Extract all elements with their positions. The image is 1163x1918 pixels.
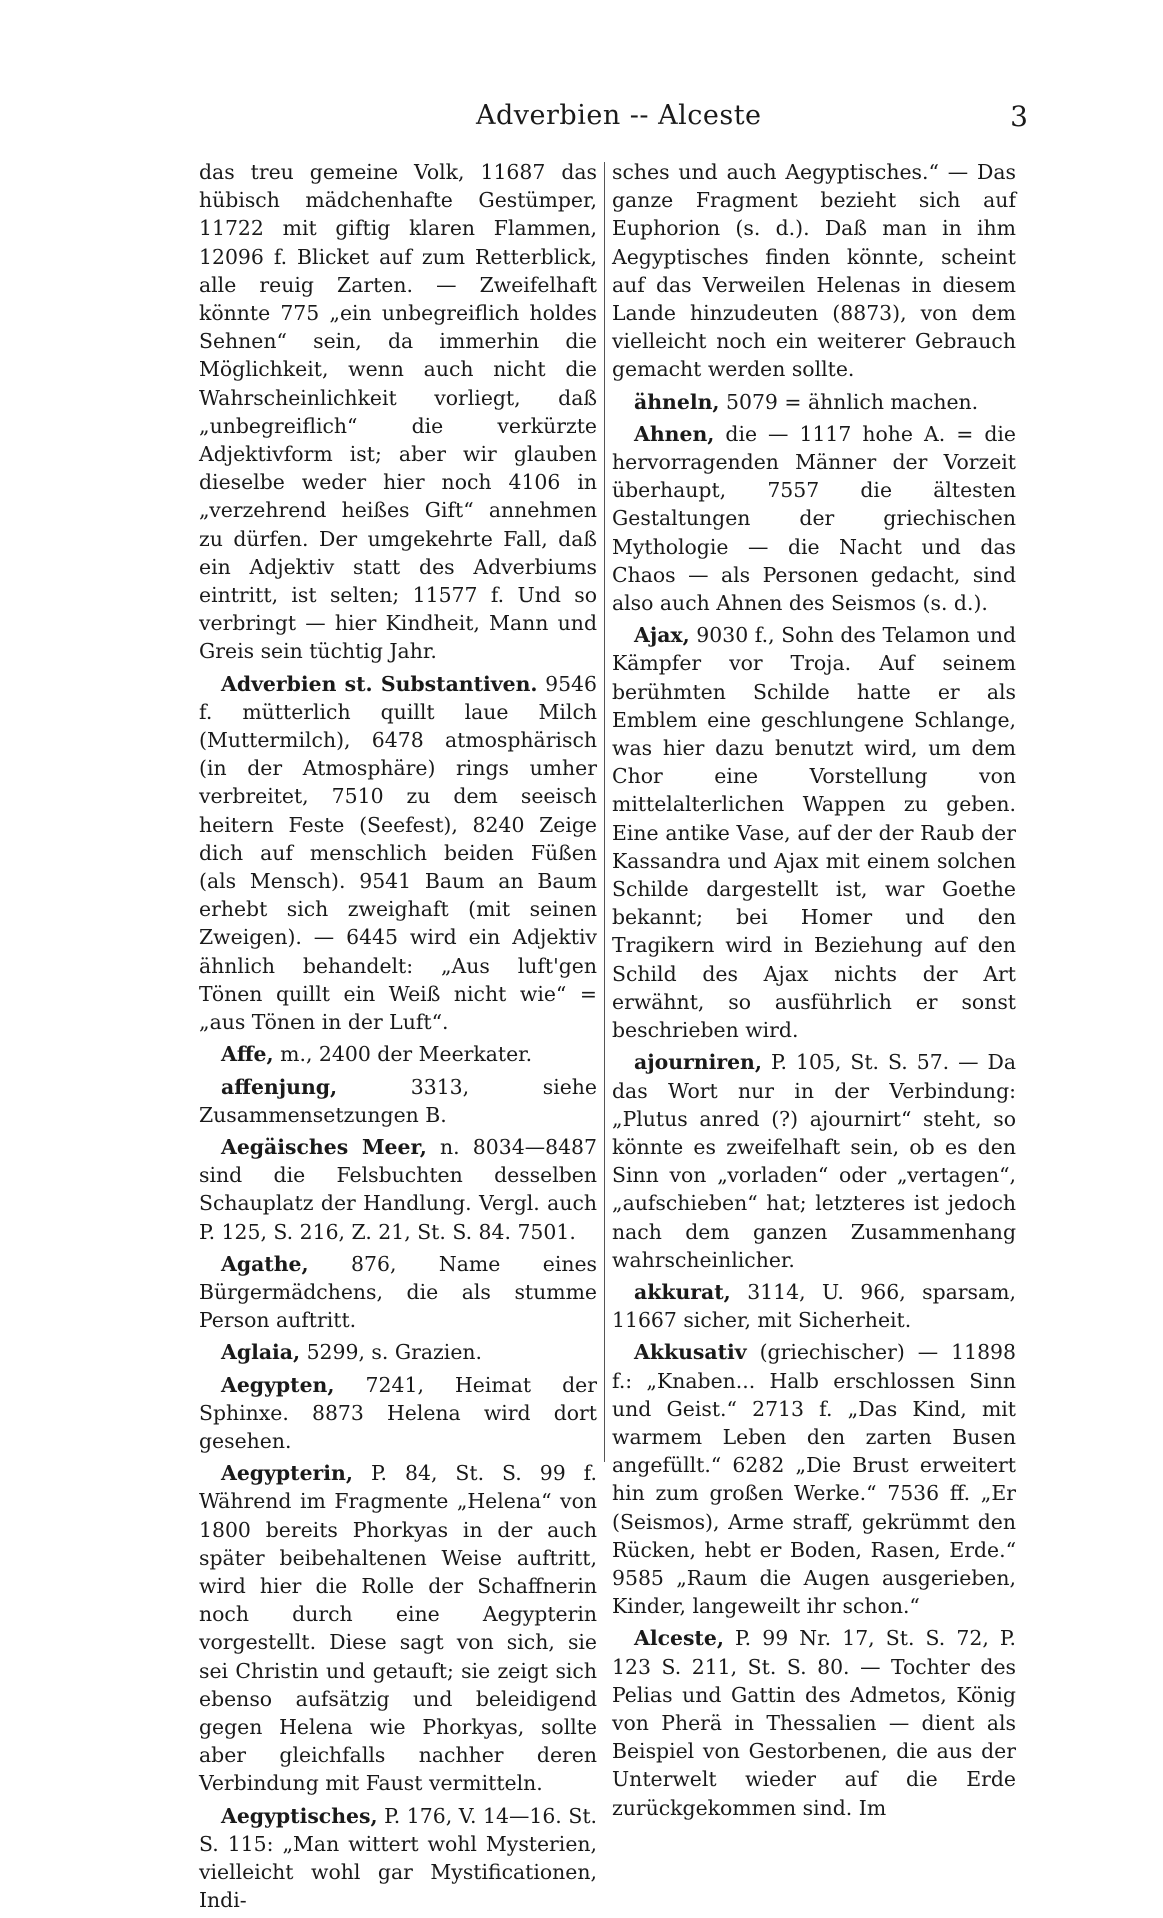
entry-headword: Adverbien st. Substantiven. — [221, 671, 538, 696]
entry-text: 9030 f., Sohn des Telamon und Kämpfer vor Troja. Auf seinem berühmten Schilde hatte er als Emblem eine geschlungene Schlange, was hier dazu benutzt wird, um dem Chor eine Vorstellung von mittelalterlichen Wappen zu geben. Eine antike Vase, auf der der Raub der Kassandra und Ajax mit einem solchen Schilde dargestellt ist, war Goethe bekannt; bei Homer und den Tragikern wird in Beziehung auf den Schild des Ajax nichts der Art erwähnt, so ausführlich er sonst beschrieben wird. — [612, 623, 1016, 1043]
left-column — [199, 158, 597, 1918]
entry-text: P. 105, St. S. 57. — Da das Wort nur in der Verbindung: „Plutus anred (?) ajournirt“ steht, so könnte es zweifelhaft sein, ob es den Sinn von „vorladen“ oder „vertagen“, „aufschieben“ hat; letzteres ist jedoch nach dem ganzen Zusammenhang wahrscheinlicher. — [612, 1050, 1016, 1272]
entry-text: 3114, U. 966, sparsam, 11667 sicher, mit Sicherheit. — [612, 1279, 1016, 1333]
entry-headword: Ajax, — [634, 623, 690, 648]
dictionary-entry — [612, 1278, 1016, 1334]
dictionary-entry — [199, 1073, 597, 1129]
entry-text: 5299, s. Grazien. — [300, 1340, 482, 1365]
entry-text: m., 2400 der Meerkater. — [273, 1042, 533, 1067]
entry-headword: Aegyptisches, — [221, 1803, 378, 1828]
entry-text: sches und auch Aegyptisches.“ — Das ganze Fragment bezieht sich auf Euphorion (s. d.). Daß man in ihm Aegyptisches finden könnte, scheint auf das Verweilen Helenas in diesem Lande hinzudeuten (8873), von dem vielleicht noch ein weiterer Gebrauch gemacht werden sollte. — [612, 160, 1016, 382]
dictionary-entry — [199, 1250, 597, 1335]
dictionary-entry — [612, 158, 1016, 384]
dictionary-entry — [612, 621, 1016, 1044]
running-header — [188, 100, 1028, 144]
entry-headword: ajourniren, — [634, 1050, 762, 1075]
dictionary-entry — [199, 1371, 597, 1456]
entry-headword: Aglaia, — [221, 1340, 301, 1365]
dictionary-entry — [199, 1040, 597, 1068]
dictionary-entry — [199, 1338, 597, 1366]
entry-text: P. 84, St. S. 99 f. Während im Fragmente „Helena“ von 1800 bereits Phorkyas in der auch später beibehaltenen Weise auftritt, wird hier die Rolle der Schaffnerin noch durch eine Aegypterin vorgestellt. Diese sagt von sich, sie sei Christin und getauft; sie zeigt sich ebenso aufsätzig und beleidigend gegen Helena wie Phorkyas, sollte aber gleichfalls nachher deren Verbindung mit Faust vermitteln. — [199, 1461, 597, 1796]
entry-headword: Affe, — [221, 1042, 274, 1067]
right-column — [612, 158, 1016, 1826]
dictionary-entry — [612, 1048, 1016, 1274]
dictionary-entry — [199, 158, 597, 666]
entry-text: die — 1117 hohe A. = die hervorragenden Männer der Vorzeit überhaupt, 7557 die ältesten Gestaltungen der griechischen Mythologie — die Nacht und das Chaos — als Personen gedacht, sind also auch Ahnen des Seismos (s. d.). — [612, 421, 1016, 616]
entry-headword: affenjung, — [221, 1074, 338, 1099]
entry-headword: Ahnen, — [634, 421, 715, 446]
entry-headword: Agathe, — [221, 1251, 309, 1276]
entry-headword: akkurat, — [634, 1279, 731, 1304]
entry-text: das treu gemeine Volk, 11687 das hübisch mädchenhafte Gestümper, 11722 mit giftig klaren Flammen, 12096 f. Blicket auf zum Retterblick, alle reuig Zarten. — Zweifelhaft könnte 775 „ein unbegreiflich holdes Sehnen“ sein, da immerhin die Möglichkeit, wenn auch nicht die Wahrscheinlichkeit vorliegt, daß „unbegreiflich“ die verkürzte Adjektivform ist; aber wir glauben dieselbe weder hier noch 4106 in „verzehrend heißes Gift“ annehmen zu dürfen. Der umgekehrte Fall, daß ein Adjektiv statt des Adverbiums eintritt, ist selten; 11577 f. Und so verbringt — hier Kindheit, Mann und Greis sein tüchtig Jahr. — [199, 160, 597, 664]
entry-text: P. 99 Nr. 17, St. S. 72, P. 123 S. 211, St. S. 80. — Tochter des Pelias und Gattin des Admetos, König von Pherä in Thessalien — dient als Beispiel von Gestorbenen, die aus der Unterwelt wieder auf die Erde zurückgekommen sind. Im — [612, 1626, 1016, 1820]
dictionary-entry — [199, 1802, 597, 1915]
entry-text: P. 176, V. 14—16. St. S. 115: „Man wittert wohl Mysterien, vielleicht wohl gar Mystificationen, Indi- — [199, 1803, 597, 1913]
entry-text: 5079 = ähnlich machen. — [719, 389, 979, 414]
entry-text: 7241, Heimat der Sphinxe. 8873 Helena wird dort gesehen. — [199, 1372, 597, 1453]
entry-headword: Aegäisches Meer, — [221, 1134, 427, 1159]
page-number: 3 — [1010, 100, 1028, 133]
entry-text: n. 8034—8487 sind die Felsbuchten desselben Schauplatz der Handlung. Vergl. auch P. 125, S. 216, Z. 21, St. S. 84. 7501. — [199, 1134, 597, 1244]
dictionary-entry — [612, 420, 1016, 617]
dictionary-entry — [612, 388, 1016, 416]
entry-text: 3313, siehe Zusammensetzungen B. — [199, 1074, 597, 1127]
entry-text: 876, Name eines Bürgermädchens, die als stumme Person auftritt. — [199, 1251, 597, 1333]
dictionary-entry — [612, 1624, 1016, 1821]
entry-headword: Alceste, — [634, 1626, 724, 1651]
header-title: Adverbien -- Alceste — [476, 100, 762, 131]
entry-text: (griechischer) — 11898 f.: „Knaben... Halb erschlossen Sinn und Geist.“ 2713 f. „Das Kind, mit warmem Leben den zarten Busen angefüllt.“ 6282 „Die Brust erweitert hin zum großen Werke.“ 7536 ff. „Er (Seismos), Arme straff, gekrümmt den Rücken, hebt er Boden, Rasen, Erde.“ 9585 „Raum die Augen ausgerieben, Kinder, langeweilt ihr schon.“ — [612, 1340, 1016, 1619]
entry-headword: Aegypten, — [221, 1372, 335, 1397]
entry-text: 9546 f. mütterlich quillt laue Milch (Muttermilch), 6478 atmosphärisch (in der Atmosphäre) rings umher verbreitet, 7510 zu dem seeisch heitern Feste (Seefest), 8240 Zeige dich auf menschlich beiden Füßen (als Mensch). 9541 Baum an Baum erhebt sich zweighaft (mit seinen Zweigen). — 6445 wird ein Adjektiv ähnlich behandelt: „Aus luft'gen Tönen quillt ein Weiß nicht wie“ = „aus Tönen in der Luft“. — [199, 671, 597, 1035]
dictionary-entry — [612, 1338, 1016, 1620]
dictionary-entry — [199, 1459, 597, 1797]
column-divider — [604, 162, 605, 1462]
entry-headword: ähneln, — [634, 389, 720, 414]
entry-headword: Aegypterin, — [221, 1461, 353, 1486]
entry-headword: Akkusativ — [634, 1340, 747, 1365]
dictionary-entry — [199, 670, 597, 1037]
dictionary-entry — [199, 1133, 597, 1246]
